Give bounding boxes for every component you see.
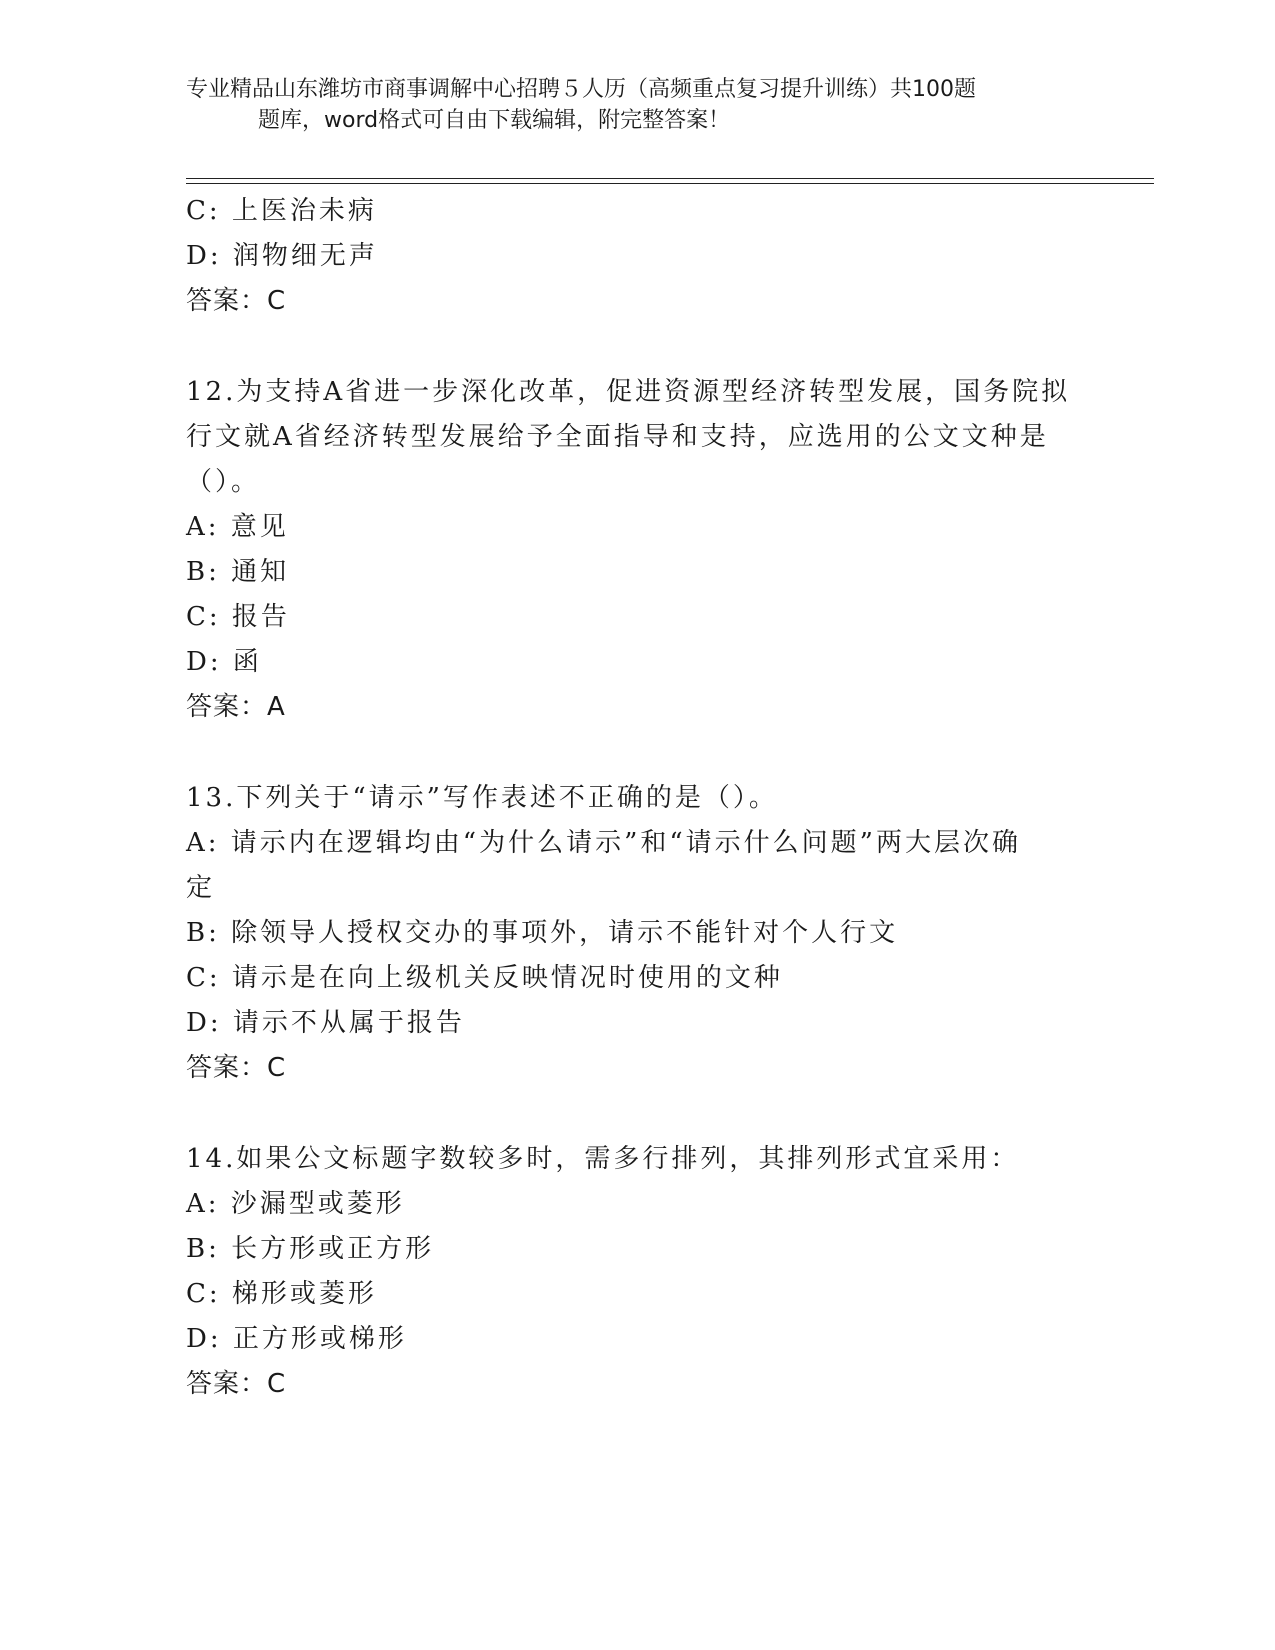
option-b: B: 长方形或正方形 xyxy=(186,1234,435,1264)
option-a: A: 请示内在逻辑均由“为什么请示”和“请示什么问题”两大层次确 xyxy=(186,828,1021,858)
option-d: D: 请示不从属于报告 xyxy=(186,1008,465,1038)
answer: 答案：A xyxy=(186,692,286,722)
question-stem: 14.如果公文标题字数较多时，需多行排列，其排列形式宜采用： xyxy=(186,1144,1020,1174)
spacer xyxy=(186,1091,1086,1137)
header-title-line-1: 专业精品山东潍坊市商事调解中心招聘５人历（高频重点复习提升训练）共100题 xyxy=(186,77,976,102)
option-c: C: 上医治未病 xyxy=(186,196,377,226)
question-stem: 12.为支持A省进一步深化改革，促进资源型经济转型发展，国务院拟 xyxy=(186,377,1071,407)
option-b: B: 除领导人授权交办的事项外，请示不能针对个人行文 xyxy=(186,918,899,948)
question-13 xyxy=(186,776,1086,1091)
spacer xyxy=(186,324,1086,370)
option-c: C: 请示是在向上级机关反映情况时使用的文种 xyxy=(186,963,783,993)
question-stem: （）。 xyxy=(186,467,261,497)
header-divider-top xyxy=(186,178,1154,179)
option-b: B: 通知 xyxy=(186,557,290,587)
option-c: C: 报告 xyxy=(186,602,290,632)
question-14 xyxy=(186,1137,1086,1407)
option-a-continued: 定 xyxy=(186,873,216,903)
answer: 答案：C xyxy=(186,1369,287,1399)
question-list xyxy=(186,189,1086,1407)
question-12 xyxy=(186,370,1086,730)
page-header xyxy=(186,74,1086,136)
option-d: D: 正方形或梯形 xyxy=(186,1324,407,1354)
answer: 答案：C xyxy=(186,286,287,316)
option-a: A: 意见 xyxy=(186,512,289,542)
header-divider-bottom xyxy=(186,183,1154,184)
question-11-tail xyxy=(186,189,1086,324)
answer: 答案：C xyxy=(186,1053,287,1083)
option-d: D: 润物细无声 xyxy=(186,241,378,271)
header-title-line-2: 题库，word格式可自由下载编辑，附完整答案！ xyxy=(258,108,731,133)
question-stem: 行文就A省经济转型发展给予全面指导和支持，应选用的公文文种是 xyxy=(186,422,1049,452)
spacer xyxy=(186,730,1086,776)
question-stem: 13.下列关于“请示”写作表述不正确的是（）。 xyxy=(186,783,778,813)
option-a: A: 沙漏型或菱形 xyxy=(186,1189,405,1219)
option-c: C: 梯形或菱形 xyxy=(186,1279,377,1309)
option-d: D: 函 xyxy=(186,647,262,677)
